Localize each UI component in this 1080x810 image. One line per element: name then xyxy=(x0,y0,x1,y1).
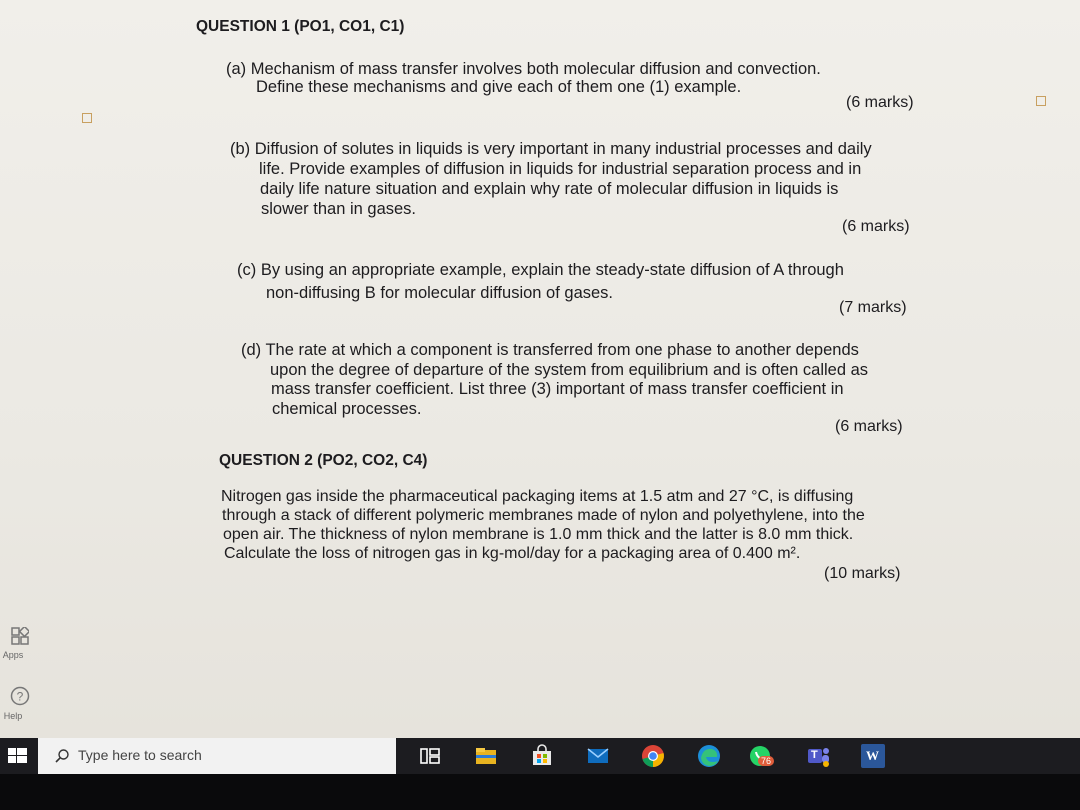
windows-logo-icon xyxy=(0,738,36,774)
q1d-marks: (6 marks) xyxy=(835,418,903,435)
anchor-handle-right xyxy=(1036,96,1046,106)
q1a-line-1: (a) Mechanism of mass transfer involves both molecular diffusion and convection. xyxy=(226,60,821,78)
svg-text:?: ? xyxy=(16,689,24,704)
q2-line-1: Nitrogen gas inside the pharmaceutical packaging items at 1.5 atm and 27 °C, is diffusing xyxy=(221,488,854,505)
teams-letter: T xyxy=(811,749,818,761)
q1b-line-2: life. Provide examples of diffusion in liquids for industrial separation process and in xyxy=(259,160,862,178)
anchor-handle-left xyxy=(82,113,92,123)
q1a-line-2: Define these mechanisms and give each of them one (1) example. xyxy=(256,78,742,96)
q1d-line-4: chemical processes. xyxy=(272,400,422,418)
q1b-line-3: daily life nature situation and explain why rate of molecular diffusion in liquids is xyxy=(260,180,839,198)
q1c-line-1: (c) By using an appropriate example, explain the steady-state diffusion of A through xyxy=(237,261,844,279)
apps-icon xyxy=(11,627,29,645)
taskbar-search-box[interactable] xyxy=(38,738,396,774)
help-button[interactable] xyxy=(0,686,40,721)
apps-label: Apps xyxy=(2,650,24,660)
search-icon xyxy=(54,748,70,764)
q1a-marks: (6 marks) xyxy=(846,94,914,111)
q2-marks: (10 marks) xyxy=(824,565,901,582)
whatsapp-button[interactable] xyxy=(748,744,778,768)
file-explorer-icon[interactable] xyxy=(474,744,498,768)
help-label: Help xyxy=(3,711,23,721)
store-icon[interactable] xyxy=(530,744,554,768)
q2-line-4: Calculate the loss of nitrogen gas in kg-mol/day for a packaging area of 0.400 m². xyxy=(224,545,801,562)
notification-badge: 76 xyxy=(758,756,774,766)
question-2-heading: QUESTION 2 (PO2, CO2, C4) xyxy=(219,452,428,469)
q1b-marks: (6 marks) xyxy=(842,218,910,235)
edge-icon[interactable] xyxy=(697,744,721,768)
start-button[interactable] xyxy=(0,738,36,774)
chrome-icon[interactable] xyxy=(641,744,665,768)
taskbar xyxy=(0,738,1080,774)
q2-line-2: through a stack of different polymeric membranes made of nylon and polyethylene, into the xyxy=(222,507,865,524)
help-icon xyxy=(10,686,30,706)
monitor-bezel xyxy=(0,774,1080,810)
q1d-line-2: upon the degree of departure of the system from equilibrium and is often called as xyxy=(270,361,869,379)
q1c-marks: (7 marks) xyxy=(839,299,907,316)
mail-icon[interactable] xyxy=(586,744,610,768)
q1b-line-1: (b) Diffusion of solutes in liquids is very important in many industrial processes and daily xyxy=(230,140,872,158)
word-button[interactable] xyxy=(861,744,885,768)
teams-icon xyxy=(806,744,832,768)
task-view-icon[interactable] xyxy=(418,744,442,768)
q1b-line-4: slower than in gases. xyxy=(261,200,417,218)
q1d-line-1: (d) The rate at which a component is transferred from one phase to another depends xyxy=(241,341,859,359)
q2-line-3: open air. The thickness of nylon membrane is 1.0 mm thick and the latter is 8.0 mm thick. xyxy=(223,526,854,543)
q1c-line-2: non-diffusing B for molecular diffusion of gases. xyxy=(266,284,614,302)
word-letter: W xyxy=(866,748,879,763)
question-1-heading: QUESTION 1 (PO1, CO1, C1) xyxy=(196,18,405,35)
search-placeholder: Type here to search xyxy=(78,747,202,763)
teams-button[interactable] xyxy=(806,744,834,768)
apps-button[interactable] xyxy=(0,627,40,660)
q1d-line-3: mass transfer coefficient. List three (3) important of mass transfer coefficient in xyxy=(271,380,844,398)
